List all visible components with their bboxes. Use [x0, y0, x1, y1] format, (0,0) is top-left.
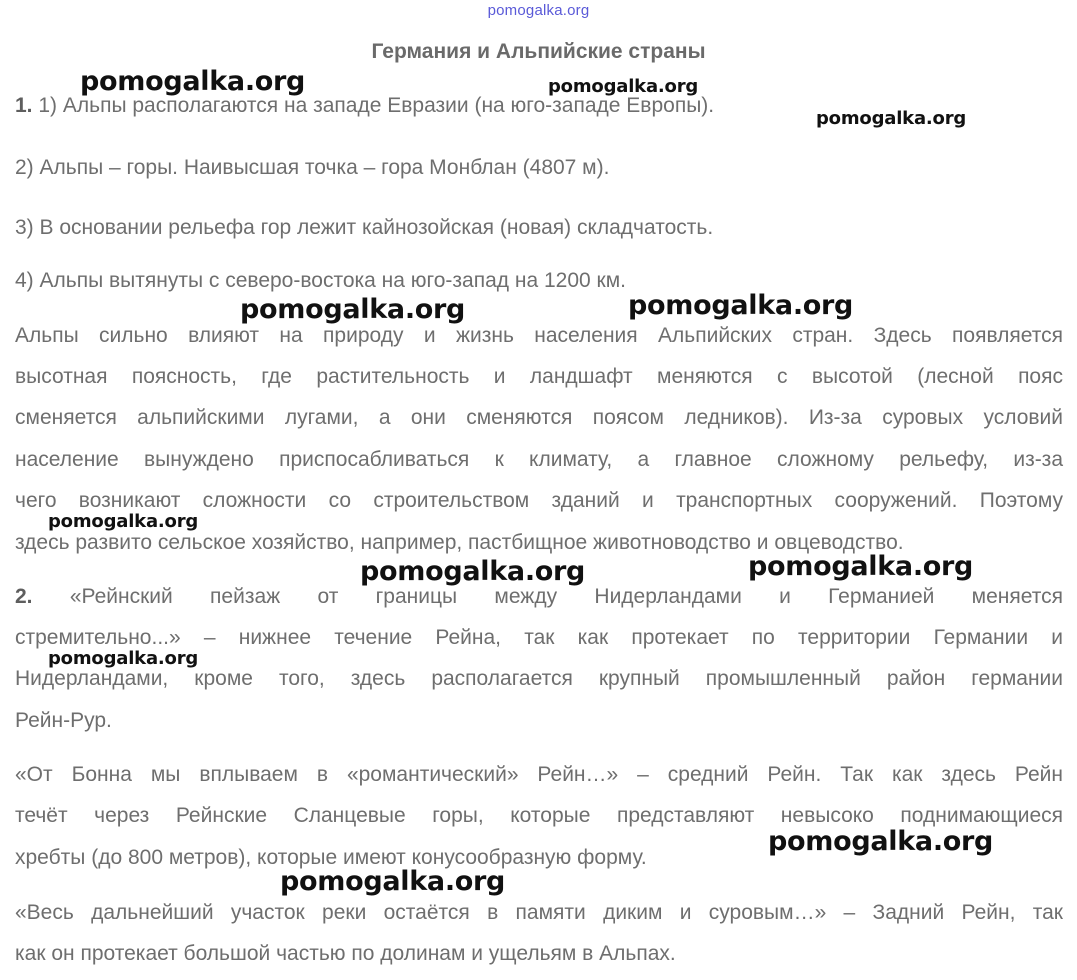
- watermark: pomogalka.org: [768, 826, 994, 857]
- section1-paragraph-line: население вынуждено приспосабливаться к климату, а главное сложному рельефу, из-за: [15, 448, 1063, 471]
- section1-paragraph-line: высотная поясность, где растительность и ландшафт меняются с высотой (лесной пояс: [15, 365, 1063, 388]
- section2-p2-line: течёт через Рейнские Сланцевые горы, которые представляют невысоко поднимающиеся: [15, 804, 1063, 827]
- section2-p1-line: Нидерландами, кроме того, здесь располагается крупный промышленный район германии: [15, 667, 1063, 690]
- section1-item4: 4) Альпы вытянуты с северо-востока на юго-запад на 1200 км.: [15, 269, 626, 292]
- page-title: Германия и Альпийские страны: [371, 40, 706, 63]
- watermark: pomogalka.org: [628, 290, 854, 321]
- section2-p3-line: «Весь дальнейший участок реки остаётся в памяти диким и суровым…» – Задний Рейн, так: [15, 901, 1063, 924]
- watermark: pomogalka.org: [80, 66, 306, 97]
- section2-p1-line: стремительно...» – нижнее течение Рейна, так как протекает по территории Германии и: [15, 626, 1063, 649]
- section2-number: 2.: [15, 585, 33, 608]
- watermark: pomogalka.org: [240, 294, 466, 325]
- section1-item2: 2) Альпы – горы. Наивысшая точка – гора Монблан (4807 м).: [15, 156, 610, 179]
- section2-p2-line: «От Бонна мы вплываем в «романтический» Рейн…» – средний Рейн. Так как здесь Рейн: [15, 763, 1063, 786]
- section2-p1-line: 2. «Рейнский пейзаж от границы между Нидерландами и Германией меняется: [15, 585, 1063, 608]
- section2-p2-line: хребты (до 800 метров), которые имеют конусообразную форму.: [15, 846, 647, 869]
- watermark: pomogalka.org: [548, 76, 699, 97]
- site-link[interactable]: pomogalka.org: [487, 2, 590, 19]
- watermark: pomogalka.org: [360, 556, 586, 587]
- section1-item3: 3) В основании рельефа гор лежит кайнозойская (новая) складчатость.: [15, 216, 714, 239]
- watermark: pomogalka.org: [748, 551, 974, 582]
- watermark: pomogalka.org: [48, 648, 199, 669]
- watermark: pomogalka.org: [816, 108, 967, 129]
- section2-p3-line: как он протекает большой частью по долинам и ущельям в Альпах.: [15, 942, 676, 965]
- section1-number: 1.: [15, 94, 33, 117]
- section1-item1-text: 1) Альпы располагаются на западе Евразии (на юго-западе Европы).: [38, 94, 715, 117]
- watermark: pomogalka.org: [48, 511, 199, 532]
- section1-paragraph-line: сменяется альпийскими лугами, а они сменяются поясом ледников). Из-за суровых условий: [15, 406, 1063, 429]
- section2-p1-line: Рейн-Рур.: [15, 709, 112, 732]
- section1-paragraph-line: Альпы сильно влияют на природу и жизнь населения Альпийских стран. Здесь появляется: [15, 324, 1063, 347]
- section1-paragraph-line: здесь развито сельское хозяйство, например, пастбищное животноводство и овцеводство.: [15, 531, 904, 554]
- section1-paragraph-line: чего возникают сложности со строительством зданий и транспортных сооружений. Поэтому: [15, 489, 1063, 512]
- watermark: pomogalka.org: [280, 866, 506, 897]
- section1-item1: [15, 94, 714, 118]
